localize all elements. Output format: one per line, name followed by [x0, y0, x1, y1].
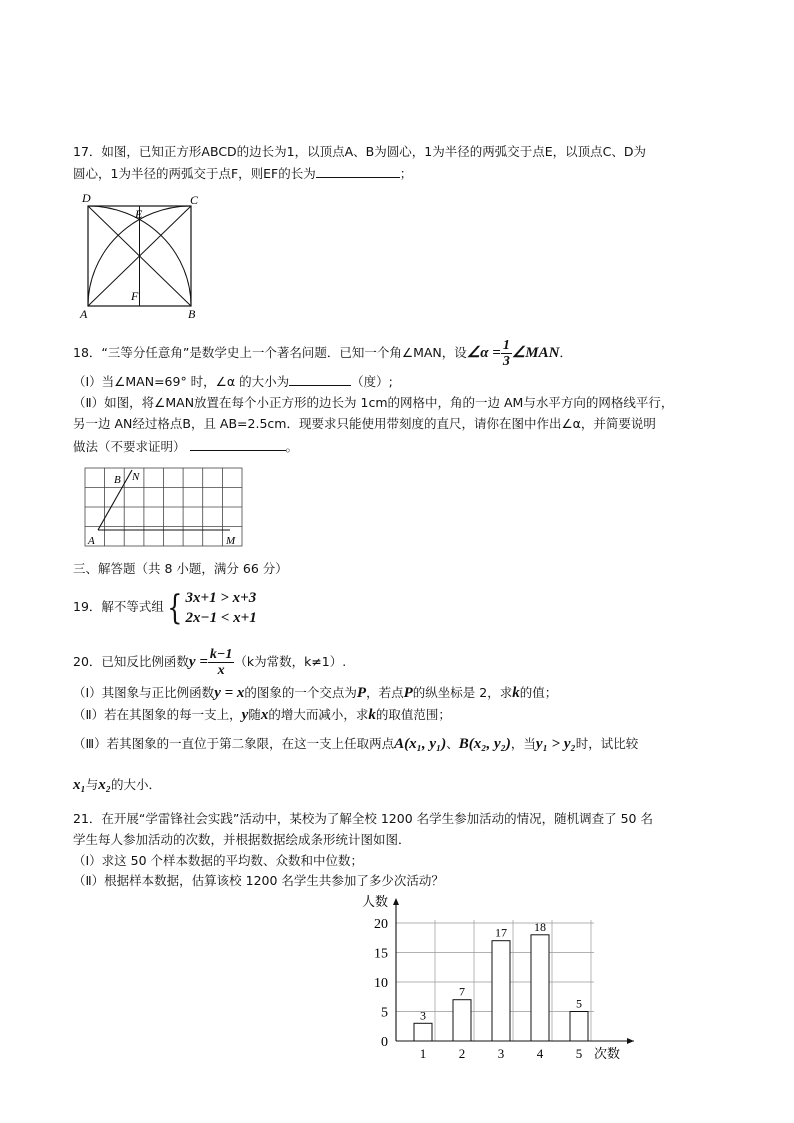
- chart-category-label: 4: [536, 1046, 544, 1061]
- chart-category-label: 1: [419, 1046, 427, 1061]
- q19-system: [186, 588, 257, 628]
- q20-part3-cont: [73, 776, 161, 794]
- q20-p3-x1: x₁: [73, 777, 86, 793]
- q20-frac-num: k−1: [209, 647, 233, 662]
- q20-p2-b: 随: [248, 707, 261, 722]
- chart-ytick-label: 20: [374, 917, 388, 932]
- q18-fraction: [501, 338, 512, 369]
- q20-p2-y: y: [241, 707, 249, 723]
- chart-data-label: 3: [420, 1008, 426, 1023]
- q20-p2-k: k: [368, 707, 376, 723]
- chart-ytick-label: 10: [374, 976, 388, 991]
- q18-alpha-rhs: ∠MAN: [511, 345, 560, 361]
- q17-label-E: E: [135, 207, 143, 221]
- q17-square-figure: [78, 190, 208, 320]
- chart-ytick-label: 15: [374, 946, 388, 962]
- q20-p1-eq: y = x: [214, 685, 245, 701]
- q20-p1-c: ，若点: [366, 685, 404, 700]
- q19-line: [73, 585, 257, 629]
- q20-p2-x: x: [260, 707, 269, 723]
- q20-p1-P: P: [356, 685, 367, 701]
- q18-grid-figure: [78, 462, 248, 552]
- q18-label-M: M: [226, 535, 236, 547]
- chart-ytick-label: 0: [381, 1035, 388, 1050]
- q20-p1-P2: P: [403, 685, 413, 701]
- q18-label-B: B: [114, 474, 121, 486]
- q21-part2: （Ⅱ）根据样本数据，估算该校 1200 名学生共参加了多少次活动？: [73, 873, 444, 888]
- chart-category-label: 5: [575, 1046, 583, 1061]
- q20-p3-sep: 、: [446, 736, 459, 751]
- chart-xlabel: 次数: [594, 1046, 621, 1061]
- q20-suffix: （k为常数，k≠1）.: [234, 654, 347, 669]
- q20-p3-x2: x₂: [98, 777, 111, 793]
- q17-label-B: B: [188, 307, 196, 320]
- q20-p1-b: 的图象的一个交点为: [244, 685, 357, 700]
- q17-label-C: C: [190, 193, 199, 207]
- q20-p3-A: A(x₁, y₁): [394, 736, 447, 752]
- q17-label-F: F: [131, 289, 139, 303]
- q20-part1: [73, 684, 557, 702]
- chart-data-label: 5: [576, 996, 582, 1011]
- q17-line2-text: 圆心，1为半径的两弧交于点F，则EF的长为: [73, 166, 316, 181]
- chart-y-axis-arrow: [393, 898, 399, 905]
- q20-p1-d: 的纵坐标是 2，求: [412, 685, 513, 700]
- q20-prefix: 20．已知反比例函数: [73, 654, 189, 669]
- chart-x-axis-arrow: [627, 1038, 634, 1044]
- q18-label-N: N: [132, 471, 140, 483]
- chart-data-label: 7: [459, 984, 465, 999]
- q18-part1-a: （Ⅰ）当∠MAN=69° 时，∠α 的大小为: [73, 374, 290, 389]
- q18-line1-end: ．: [559, 345, 572, 360]
- q20-p3-b: ，当: [510, 736, 536, 751]
- q18-part2-3-text: 做法（不要求证明）: [73, 439, 186, 454]
- q20-p2-c: 的增大而减小，求: [268, 707, 369, 722]
- q18-line1-text: 18．“三等分任意角”是数学史上一个著名问题．已知一个角∠MAN，设: [73, 345, 467, 360]
- q18-part2-line2: 另一边 AN经过格点B，且 AB=2.5cm．现要求只能使用带刻度的直尺，请你在图中作出∠α，并简要说明: [73, 416, 656, 431]
- q20-p3-ineq: y₁ > y₂: [535, 736, 576, 752]
- q20-p3-end: 的大小．: [110, 777, 161, 792]
- q20-p2-a: （Ⅱ）若在其图象的每一支上，: [73, 707, 242, 722]
- q20-fraction: [208, 647, 234, 678]
- q20-p1-k: k: [512, 685, 520, 701]
- q20-p3-a: （Ⅲ）若其图象的一直位于第二象限，在这一支上任取两点: [73, 736, 395, 751]
- q20-p3-and: 与: [85, 777, 99, 792]
- chart-data-label: 17: [495, 925, 507, 940]
- q19-brace: {: [167, 587, 183, 628]
- q20-p1-a: （Ⅰ）其图象与正比例函数: [73, 685, 215, 700]
- q19-eq1: 3x+1 > x+3: [185, 589, 257, 606]
- q18-part2-line1: （Ⅱ）如图，将∠MAN放置在每个小正方形的边长为 1cm的网格中，角的一边 AM与水平方向的网格线平行，: [73, 395, 674, 410]
- chart-ytick-label: 5: [381, 1005, 388, 1021]
- q20-p3-c: 时，试比较: [575, 736, 639, 751]
- chart-ylabel: 人数: [362, 894, 389, 909]
- q17-line2: [73, 164, 412, 183]
- q19-prefix: 19．解不等式组: [73, 599, 164, 614]
- q18-part1-blank: [289, 372, 351, 386]
- q18-label-A: A: [88, 535, 95, 547]
- q21-part1: （Ⅰ）求这 50 个样本数据的平均数、众数和中位数；: [73, 853, 364, 868]
- q20-p1-e: 的值；: [519, 685, 558, 700]
- q21-bar-chart: [350, 890, 640, 1065]
- chart-category-label: 2: [458, 1046, 466, 1061]
- q18-alpha-lhs: ∠α =: [466, 345, 501, 361]
- q20-part3: [73, 735, 638, 753]
- q20-frac-den: x: [217, 663, 225, 678]
- q17-line2-end: ；: [399, 166, 413, 181]
- chart-bar: [531, 935, 549, 1041]
- section3-heading: 三、解答题（共 8 小题，满分 66 分）: [73, 561, 288, 576]
- chart-bar: [414, 1023, 432, 1041]
- q18-part1: [73, 372, 393, 391]
- q18-part1-b: （度）;: [351, 374, 393, 389]
- q18-part2-blank: [190, 437, 286, 451]
- q17-line1: 17．如图，已知正方形ABCD的边长为1，以顶点A、B为圆心，1为半径的两弧交于点E，以顶点C、D为: [73, 144, 646, 159]
- q18-part2-3-end: 。: [285, 439, 299, 454]
- q20-line1: [73, 645, 346, 679]
- q20-func-lhs: y =: [188, 654, 208, 670]
- q19-eq2: 2x−1 < x+1: [185, 609, 257, 626]
- q20-p3-B: B(x₂, y₂): [458, 736, 511, 752]
- q18-line1: [73, 338, 572, 369]
- chart-bar: [570, 1012, 588, 1042]
- q17-label-A: A: [80, 307, 88, 320]
- chart-data-label: 18: [534, 919, 546, 934]
- q21-line1: 21．在开展“学雷锋社会实践”活动中，某校为了解全校 1200 名学生参加活动的情况，随机调查了 50 名: [73, 811, 653, 826]
- q17-label-D: D: [82, 191, 91, 205]
- q18-frac-num: 1: [502, 338, 510, 353]
- chart-bar: [453, 1000, 471, 1041]
- q20-p2-d: 的取值范围；: [375, 707, 451, 722]
- chart-category-label: 3: [497, 1046, 505, 1061]
- q18-part2-line3: [73, 437, 298, 456]
- q18-frac-den: 3: [502, 354, 510, 369]
- q21-line2: 学生每人参加活动的次数，并根据数据绘成条形统计图如图．: [73, 832, 411, 847]
- q17-answer-blank: [316, 164, 400, 178]
- chart-bar: [492, 941, 510, 1041]
- q20-part2: [73, 706, 451, 724]
